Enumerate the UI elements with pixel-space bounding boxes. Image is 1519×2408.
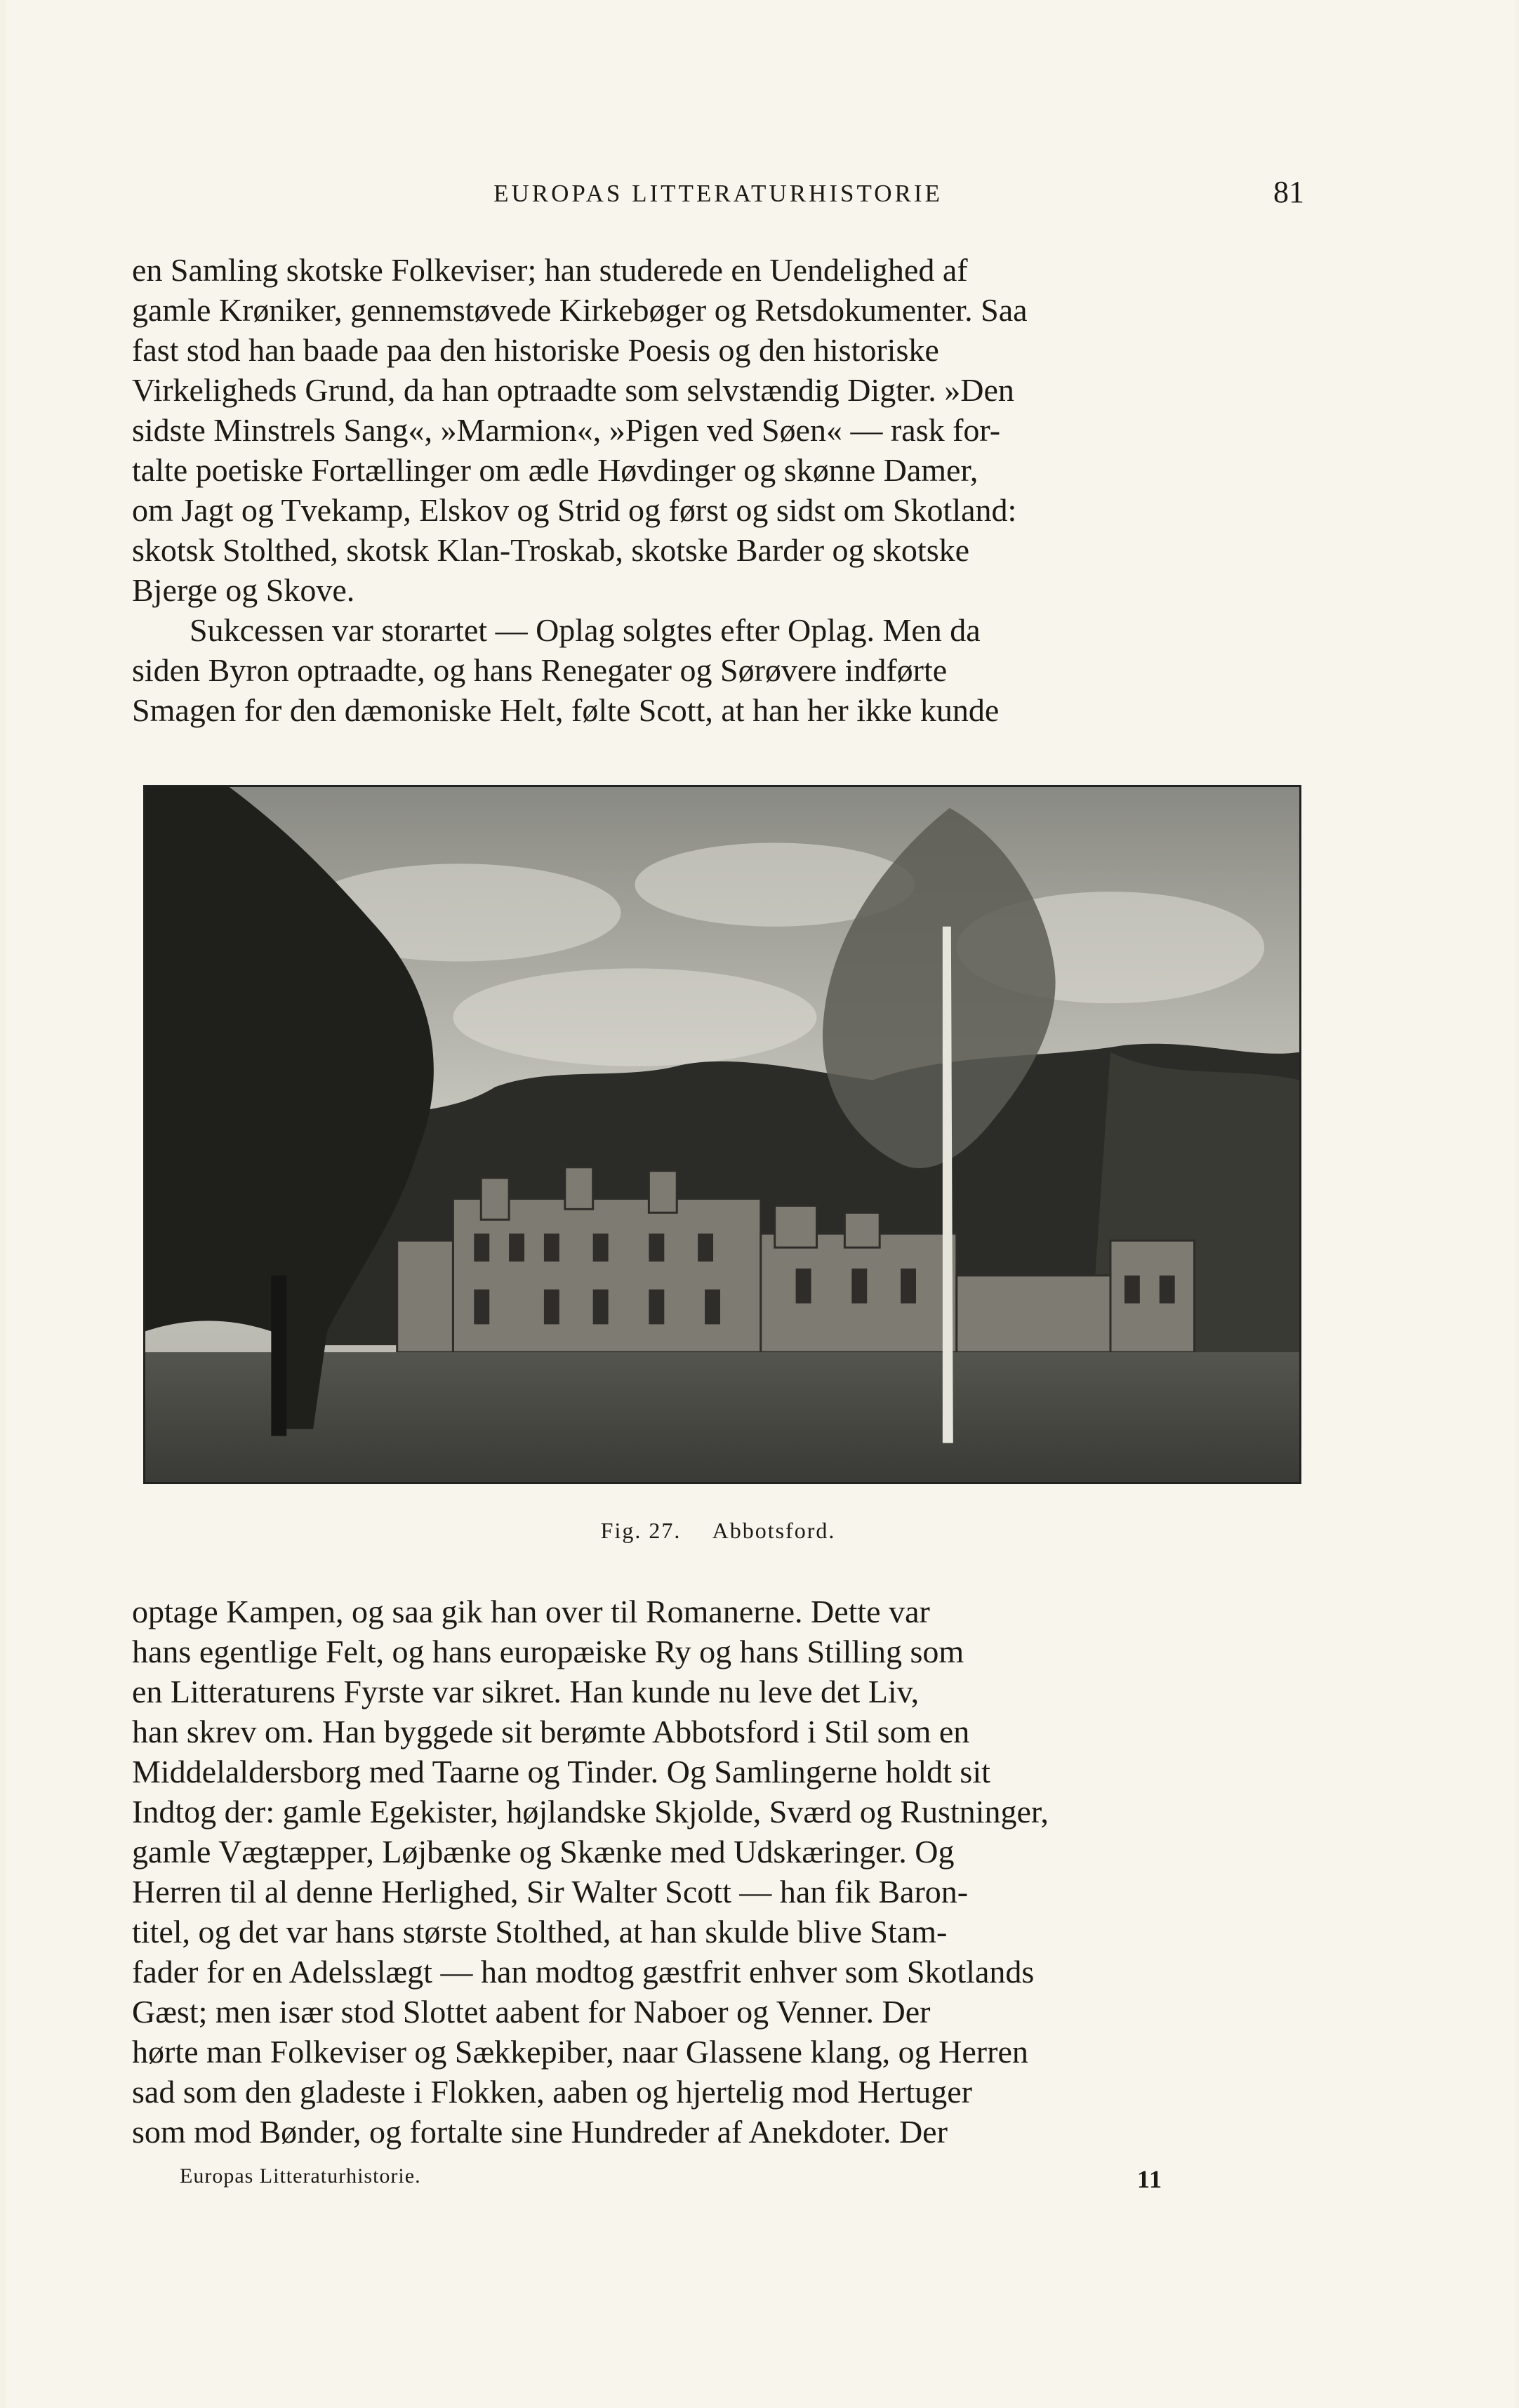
abbotsford-photo	[143, 785, 1301, 1484]
text-line: gamle Vægtæpper, Løjbænke og Skænke med Udskæringer. Og	[132, 1834, 955, 1870]
text-line: gamle Krøniker, gennemstøvede Kirkebøger og Retsdokumenter. Saa	[132, 292, 1028, 328]
figure-title: Abbotsford.	[712, 1518, 836, 1543]
text-line: Sukcessen var storartet — Oplag solgtes efter Oplag. Men da	[190, 612, 981, 648]
text-line: hans egentlige Felt, og hans europæiske Ry og hans Stilling som	[132, 1634, 964, 1669]
text-line: Gæst; men især stod Slottet aabent for Naboer og Venner. Der	[132, 1994, 931, 2030]
text-line: en Samling skotske Folkeviser; han studerede en Uendelighed af	[132, 252, 968, 288]
text-line: Middelaldersborg med Taarne og Tinder. Og Samlingerne holdt sit	[132, 1754, 990, 1790]
page-number: 81	[1273, 175, 1304, 209]
running-header	[132, 174, 1304, 216]
text-line: sidste Minstrels Sang«, »Marmion«, »Pigen ved Søen« — rask for-	[132, 412, 1001, 448]
text-line: Herren til al denne Herlighed, Sir Walter Scott — han fik Baron-	[132, 1874, 969, 1910]
text-line: optage Kampen, og saa gik han over til Romanerne. Dette var	[132, 1594, 930, 1629]
figure-number: Fig. 27.	[600, 1518, 682, 1543]
text-line: talte poetiske Fortællinger om ædle Høvdinger og skønne Damer,	[132, 452, 979, 488]
page	[6, 0, 1515, 2408]
text-line: en Litteraturens Fyrste var sikret. Han kunde nu leve det Liv,	[132, 1674, 920, 1709]
text-line: som mod Bønder, og fortalte sine Hundreder af Anekdoter. Der	[132, 2114, 948, 2150]
text-line: Bjerge og Skove.	[132, 572, 355, 608]
page-footer	[180, 2164, 1162, 2195]
text-line: Smagen for den dæmoniske Helt, følte Scott, at han her ikke kunde	[132, 692, 1000, 728]
running-title: EUROPAS LITTERATURHISTORIE	[493, 180, 943, 207]
photo-illustration	[145, 787, 1299, 1482]
figure-caption	[132, 1518, 1304, 1544]
text-line: sad som den gladeste i Flokken, aaben og hjertelig mod Hertuger	[132, 2074, 972, 2110]
text-line: titel, og det var hans største Stolthed, at han skulde blive Stam-	[132, 1914, 948, 1950]
body-text-bottom	[132, 1592, 1304, 2152]
text-line: Virkeligheds Grund, da han optraadte som selvstændig Digter. »Den	[132, 372, 1014, 408]
text-line: siden Byron optraadte, og hans Renegater og Sørøvere indførte	[132, 652, 948, 688]
text-line: hørte man Folkeviser og Sækkepiber, naar Glassene klang, og Herren	[132, 2034, 1028, 2070]
text-line: han skrev om. Han byggede sit berømte Abbotsford i Stil som en	[132, 1714, 970, 1749]
text-line: fader for en Adelsslægt — han modtog gæstfrit enhver som Skotlands	[132, 1954, 1035, 1990]
signature-mark: 11	[1136, 2165, 1162, 2193]
body-text-top	[132, 250, 1304, 730]
text-line: om Jagt og Tvekamp, Elskov og Strid og først og sidst om Skotland:	[132, 492, 1017, 528]
footer-book-title: Europas Litteraturhistorie.	[180, 2164, 421, 2188]
text-line: Indtog der: gamle Egekister, højlandske Skjolde, Sværd og Rustninger,	[132, 1794, 1049, 1830]
text-line: fast stod han baade paa den historiske Poesis og den historiske	[132, 332, 939, 368]
text-line: skotsk Stolthed, skotsk Klan-Troskab, skotske Barder og skotske	[132, 532, 970, 568]
